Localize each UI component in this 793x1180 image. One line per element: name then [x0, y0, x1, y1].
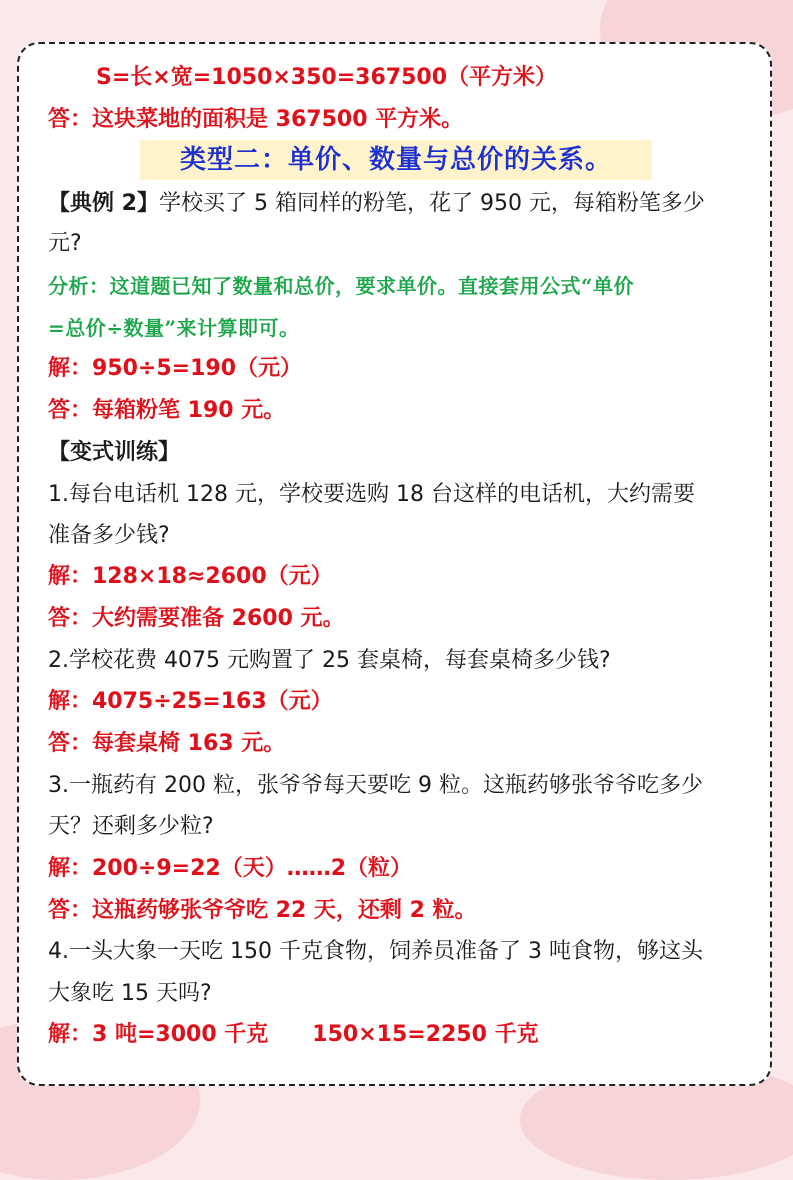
example-question [48, 189, 745, 219]
question-1: 1.每台电话机 128 元，学校要选购 18 台这样的电话机，大约需要 [48, 482, 695, 507]
section-heading-highlight [140, 140, 652, 180]
solution-1: 解：128×18≈2600（元） [48, 564, 333, 589]
example-text: 学校买了 5 箱同样的粉笔，花了 950 元，每箱粉笔多少 [158, 191, 705, 216]
question-3: 3.一瓶药有 200 粒，张爷爷每天要吃 9 粒。这瓶药够张爷爷吃多少 [48, 773, 703, 798]
solution-4: 解：3 吨=3000 千克 150×15=2250 千克 [48, 1022, 539, 1047]
solution-2: 解：4075÷25=163（元） [48, 689, 333, 714]
answer-2: 答：每套桌椅 163 元。 [48, 731, 286, 756]
question-1-cont: 准备多少钱? [48, 523, 170, 548]
example-question-cont: 元? [48, 231, 82, 256]
answer-line: 答：每箱粉笔 190 元。 [48, 398, 286, 423]
formula-line: S=长×宽=1050×350=367500（平方米） [96, 65, 558, 90]
analysis-line: 分析：这道题已知了数量和总价，要求单价。直接套用公式“单价 [48, 274, 635, 298]
solution-3: 解：200÷9=22（天）……2（粒） [48, 856, 413, 881]
answer-3: 答：这瓶药够张爷爷吃 22 天，还剩 2 粒。 [48, 898, 477, 923]
question-2: 2.学校花费 4075 元购置了 25 套桌椅，每套桌椅多少钱? [48, 648, 611, 673]
question-3-cont: 天？还剩多少粒? [48, 814, 214, 839]
solution-line: 解：950÷5=190（元） [48, 356, 303, 381]
practice-heading: 【变式训练】 [48, 440, 181, 465]
question-4: 4.一头大象一天吃 150 千克食物，饲养员准备了 3 吨食物，够这头 [48, 939, 703, 964]
analysis-line: =总价÷数量”来计算即可。 [48, 316, 300, 340]
answer-line: 答：这块菜地的面积是 367500 平方米。 [48, 107, 464, 132]
example-tag: 【典例 2】 [48, 191, 159, 216]
question-4-cont: 大象吃 15 天吗? [48, 981, 212, 1006]
section-heading: 类型二：单价、数量与总价的关系。 [179, 145, 612, 175]
answer-1: 答：大约需要准备 2600 元。 [48, 606, 345, 631]
